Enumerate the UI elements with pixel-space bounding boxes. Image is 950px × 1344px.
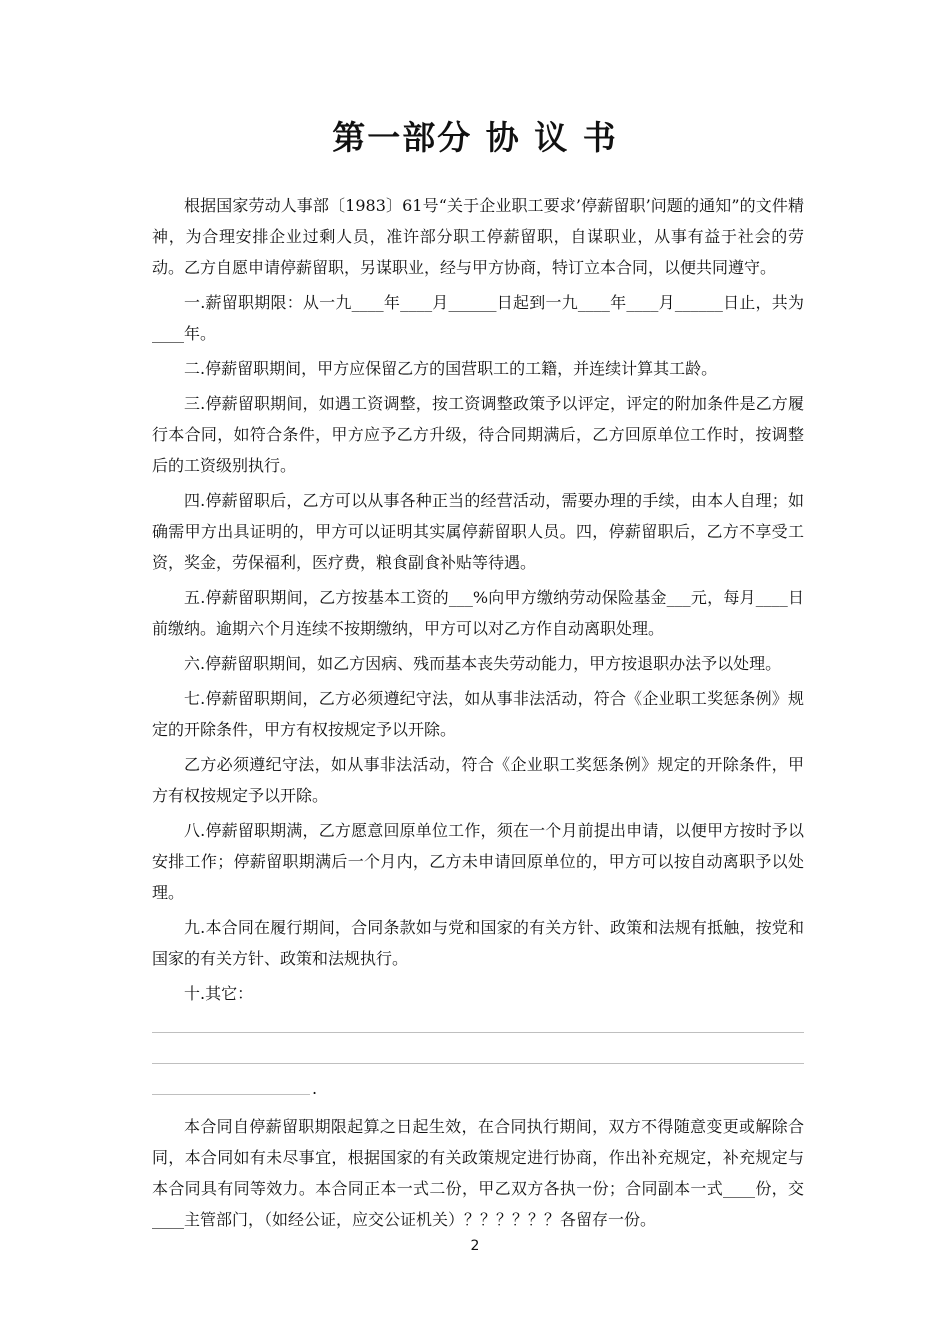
clause-1: 一.薪留职期限：从一九____年____月______日起到一九____年____月______日止，共为____年。 bbox=[152, 293, 804, 343]
fill-line-end: . bbox=[312, 1079, 318, 1098]
clause-2: 二.停薪留职期间，甲方应保留乙方的国营职工的工籍，并连续计算其工龄。 bbox=[184, 359, 718, 378]
page-title: 第一部分 协 议 书 bbox=[332, 118, 618, 157]
clause-4: 四.停薪留职后，乙方可以从事各种正当的经营活动，需要办理的手续，由本人自理；如确需甲方出具证明的，甲方可以证明其实属停薪留职人员。四，停薪留职后，乙方不享受工资，奖金，劳保福利，医疗费，粮食副食补贴等待遇。 bbox=[152, 491, 804, 572]
fill-line bbox=[152, 1009, 804, 1040]
fill-line-short bbox=[152, 1071, 804, 1102]
fill-line bbox=[152, 1040, 804, 1071]
page-number: 2 bbox=[470, 1238, 480, 1254]
clause-3: 三.停薪留职期间，如遇工资调整，按工资调整政策予以评定，评定的附加条件是乙方履行本合同，如符合条件，甲方应予乙方升级，待合同期满后，乙方回原单位工作时，按调整后的工资级别执行。 bbox=[152, 394, 804, 475]
clause-6: 六.停薪留职期间，如乙方因病、残而基本丧失劳动能力，甲方按退职办法予以处理。 bbox=[184, 654, 782, 673]
clause-7: 七.停薪留职期间，乙方必须遵纪守法，如从事非法活动，符合《企业职工奖惩条例》规定的开除条件，甲方有权按规定予以开除。 bbox=[152, 689, 804, 739]
document-body bbox=[152, 190, 804, 1235]
intro-paragraph: 根据国家劳动人事部〔1983〕61号“关于企业职工要求’停薪留职’问题的通知”的文件精神，为合理安排企业过剩人员，准许部分职工停薪留职，自谋职业，从事有益于社会的劳动。乙方自愿申请停薪留职，另谋职业，经与甲方协商，特订立本合同，以便共同遵守。 bbox=[152, 196, 804, 277]
clause-5: 五.停薪留职期间，乙方按基本工资的___%向甲方缴纳劳动保险基金___元，每月____日前缴纳。逾期六个月连续不按期缴纳，甲方可以对乙方作自动离职处理。 bbox=[152, 588, 804, 638]
clause-9: 九.本合同在履行期间，合同条款如与党和国家的有关方针、政策和法规有抵触，按党和国家的有关方针、政策和法规执行。 bbox=[152, 918, 804, 968]
closing-paragraph: 本合同自停薪留职期限起算之日起生效，在合同执行期间，双方不得随意变更或解除合同，本合同如有未尽事宜，根据国家的有关政策规定进行协商，作出补充规定，补充规定与本合同具有同等效力。本合同正本一式二份，甲乙双方各执一份；合同副本一式____份，交____主管部门，（如经公证，应交公证机关）？？？？？？各留存一份。 bbox=[152, 1117, 804, 1229]
clause-10: 十.其它： bbox=[184, 984, 254, 1003]
clause-7-repeat: 乙方必须遵纪守法，如从事非法活动，符合《企业职工奖惩条例》规定的开除条件，甲方有权按规定予以开除。 bbox=[152, 755, 804, 805]
clause-8: 八.停薪留职期满，乙方愿意回原单位工作，须在一个月前提出申请，以便甲方按时予以安排工作；停薪留职期满后一个月内，乙方未申请回原单位的，甲方可以按自动离职予以处理。 bbox=[152, 821, 804, 902]
